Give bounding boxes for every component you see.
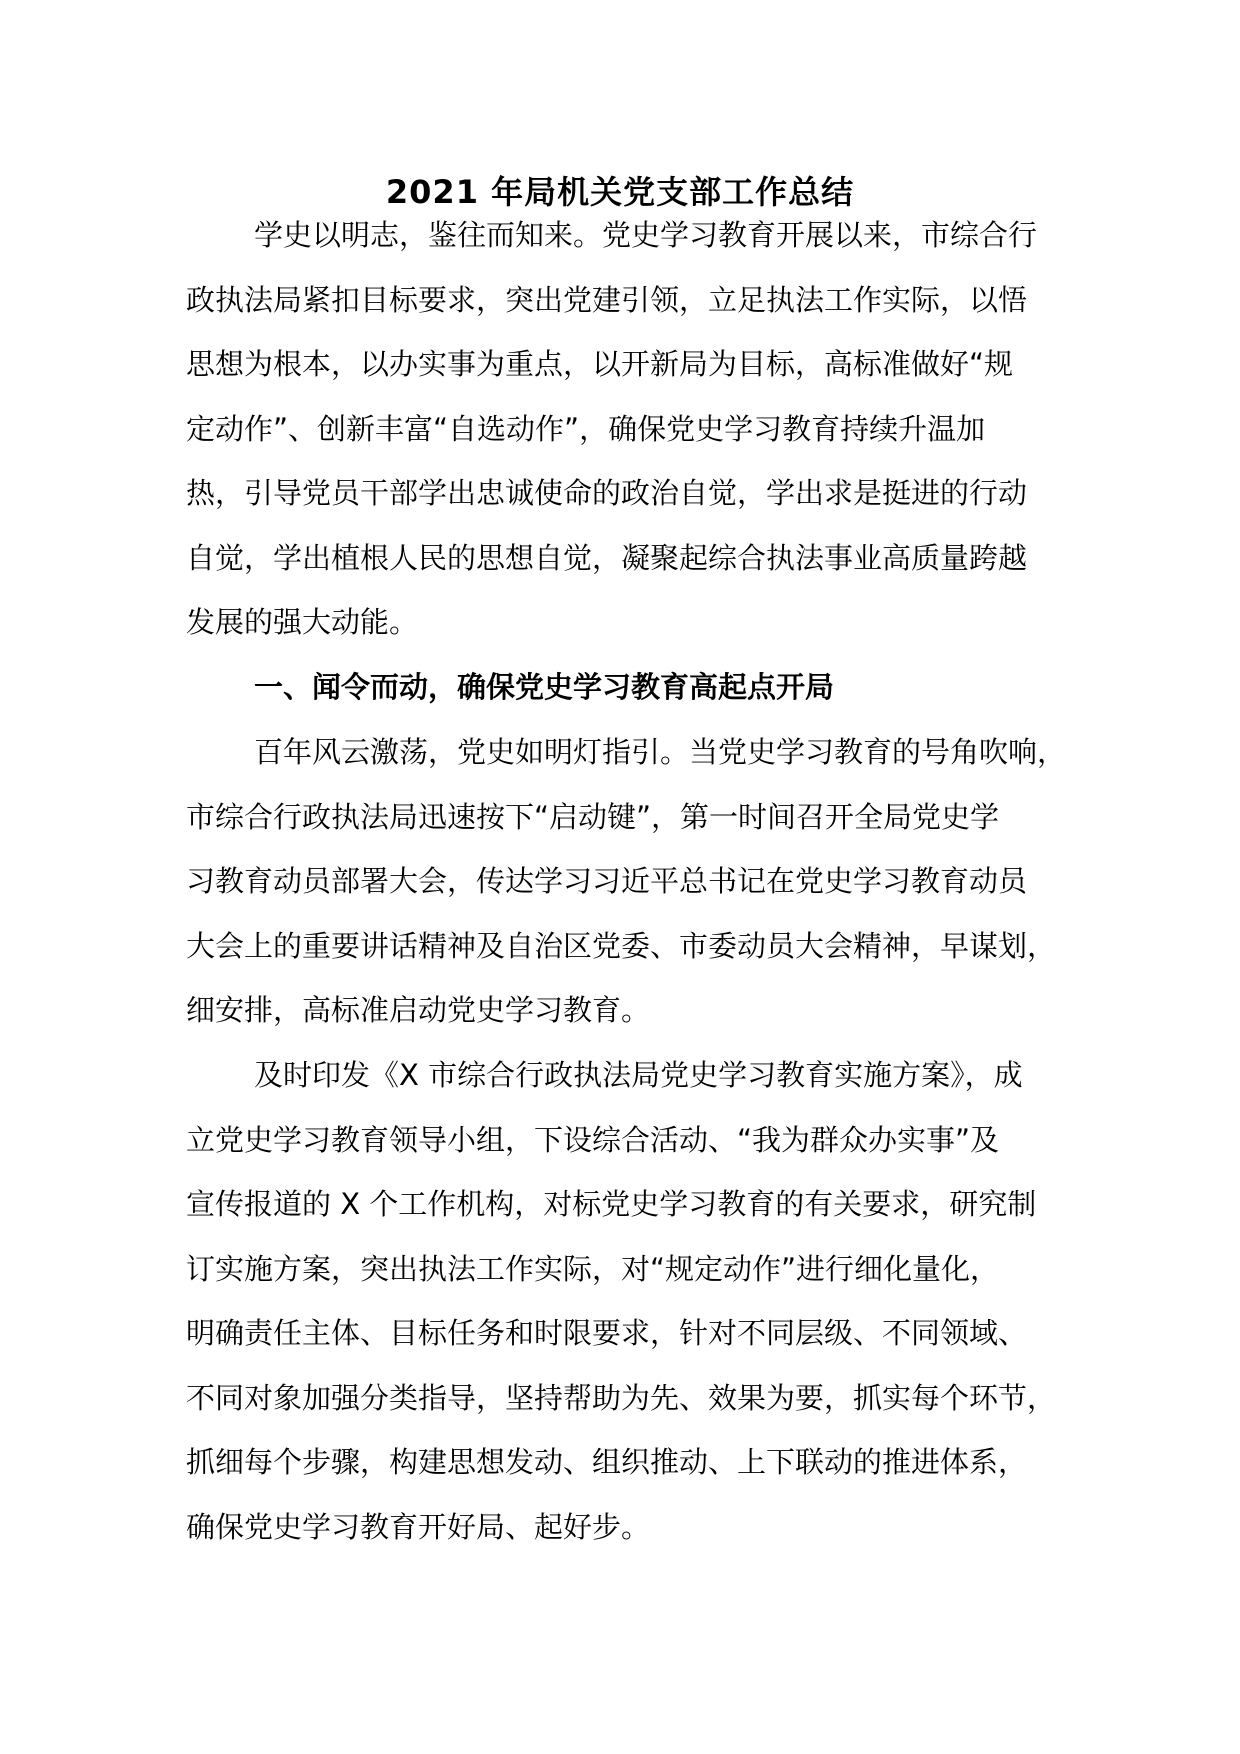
paragraph-line: 明确责任主体、目标任务和时限要求，针对不同层级、不同领域、	[186, 1316, 1028, 1350]
paragraph-launch	[186, 720, 1086, 1043]
paragraph-line: 定动作”、创新丰富“自选动作”，确保党史学习教育持续升温加	[186, 411, 986, 446]
document-title: 2021 年局机关党支部工作总结	[385, 173, 855, 211]
paragraph-line: 宣传报道的 X 个工作机构，对标党史学习教育的有关要求，研究制	[186, 1187, 1037, 1221]
paragraph-line: 热，引导党员干部学出忠诚使命的政治自觉，学出求是挺进的行动	[186, 476, 1028, 510]
paragraph-line: 市综合行政执法局迅速按下“启动键”，第一时间召开全局党史学	[186, 799, 1000, 834]
paragraph-line: 确保党史学习教育开好局、起好步。	[186, 1509, 651, 1544]
paragraph-line: 习教育动员部署大会，传达学习习近平总书记在党史学习教育动员	[186, 864, 1028, 898]
paragraph-line: 细安排，高标准启动党史学习教育。	[186, 993, 651, 1027]
paragraph-line: 大会上的重要讲话精神及自治区党委、市委动员大会精神，早谋划，	[186, 928, 1057, 963]
paragraph-plan	[186, 1043, 1086, 1559]
paragraph-line: 抓细每个步骤，构建思想发动、组织推动、上下联动的推进体系，	[186, 1445, 1028, 1479]
paragraph-line: 百年风云激荡，党史如明灯指引。当党史学习教育的号角吹响，	[254, 735, 1067, 769]
paragraph-line: 及时印发《X 市综合行政执法局党史学习教育实施方案》，成	[254, 1058, 1023, 1092]
section-heading-text: 一、闻令而动，确保党史学习教育高起点开局	[254, 670, 835, 704]
section-heading	[186, 655, 1086, 720]
paragraph-line: 自觉，学出植根人民的思想自觉，凝聚起综合执法事业高质量跨越	[186, 540, 1028, 575]
paragraph-line: 订实施方案，突出执法工作实际，对“规定动作”进行细化量化，	[186, 1251, 1000, 1286]
paragraph-line: 发展的强大动能。	[186, 605, 419, 639]
paragraph-line: 学史以明志，鉴往而知来。党史学习教育开展以来，市综合行	[254, 218, 1038, 252]
paragraph-intro	[186, 203, 1086, 655]
paragraph-line: 立党史学习教育领导小组，下设综合活动、“我为群众办实事”及	[186, 1122, 1000, 1157]
paragraph-line: 不同对象加强分类指导，坚持帮助为先、效果为要，抓实每个环节，	[186, 1380, 1057, 1415]
paragraph-line: 政执法局紧扣目标要求，突出党建引领，立足执法工作实际，以悟	[186, 282, 1028, 317]
paragraph-line: 思想为根本，以办实事为重点，以开新局为目标，高标准做好“规	[186, 347, 1014, 381]
